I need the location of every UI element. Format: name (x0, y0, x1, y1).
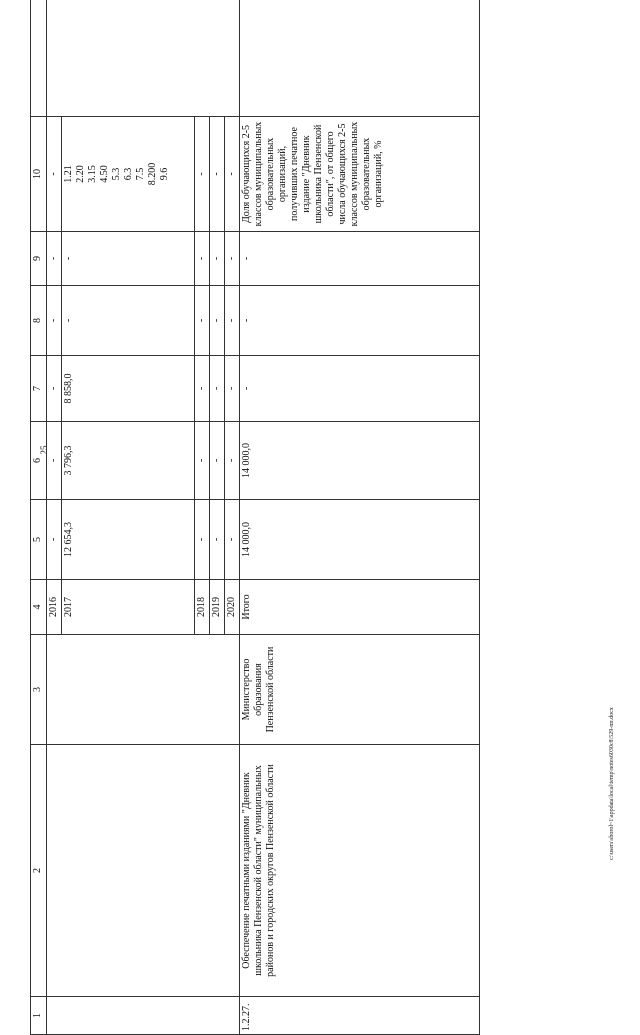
cell-value: - (195, 286, 210, 356)
cell-empty (47, 745, 240, 997)
cell-value: - (195, 232, 210, 286)
col-header-2: 2 (31, 745, 47, 997)
cell-value: - (225, 286, 240, 356)
table-row (47, 0, 62, 1035)
cell-value: - (47, 422, 62, 500)
col-header-1: 1 (31, 997, 47, 1035)
cell-value: 3 796,3 (62, 422, 195, 500)
cell-value: - (225, 500, 240, 580)
cell-value: - (210, 117, 225, 232)
col-header-6: 6 (31, 422, 47, 500)
cell-value: - (210, 500, 225, 580)
cell-year: 2016 (47, 580, 62, 635)
cell-value: 8 858,0 (62, 356, 195, 422)
cell-value: - (240, 356, 480, 422)
cell-item-name: Обеспечение печатными изданиями "Дневник школьника Пензенской области" муниципальных районов и городских округов Пензенской области (240, 745, 480, 997)
cell-indicator-values: 1.21 2.20 3.15 4.50 5.3 6.3 7.5 8.200 9.6 (62, 117, 195, 232)
col-header-3: 3 (31, 635, 47, 745)
page-number: 25 (39, 445, 49, 455)
col-header-10: 10 (31, 117, 47, 232)
cell-value: - (210, 356, 225, 422)
cell-indicator-target (240, 0, 480, 117)
cell-value: - (225, 117, 240, 232)
cell-year: 2018 (195, 580, 210, 635)
cell-value: - (195, 117, 210, 232)
table-row-item (240, 0, 480, 1035)
cell-value: - (240, 286, 480, 356)
cell-item-executor: Министерство образования Пензенской области (240, 635, 480, 745)
cell-year: 2020 (225, 580, 240, 635)
col-header-4: 4 (31, 580, 47, 635)
cell-value: - (47, 500, 62, 580)
cell-empty (47, 0, 240, 117)
rotated-page-content (30, 0, 475, 1035)
cell-item-number: 1.2.27. (240, 997, 480, 1035)
col-header-9: 9 (31, 232, 47, 286)
cell-value: - (47, 232, 62, 286)
cell-value: - (62, 232, 195, 286)
cell-value: - (240, 232, 480, 286)
cell-value: 12 654,3 (62, 500, 195, 580)
cell-value: - (225, 232, 240, 286)
col-header-8: 8 (31, 286, 47, 356)
cell-total-label: Итого (240, 580, 480, 635)
header-row (31, 0, 47, 1035)
col-header-11 (31, 0, 47, 117)
cell-value: - (195, 422, 210, 500)
cell-value: - (47, 286, 62, 356)
col-header-5: 5 (31, 500, 47, 580)
cell-empty (47, 997, 240, 1035)
cell-value: - (195, 500, 210, 580)
footer-file-path: c:\users\sborol~1\appdata\local\temp\notes6030c8\529-пп.docx (609, 707, 615, 860)
cell-value: - (210, 422, 225, 500)
cell-value: - (62, 286, 195, 356)
cell-value: - (47, 356, 62, 422)
cell-value: - (210, 286, 225, 356)
col-header-7: 7 (31, 356, 47, 422)
cell-value: - (195, 356, 210, 422)
cell-empty (47, 635, 240, 745)
cell-value: - (47, 117, 62, 232)
cell-year: 2017 (62, 580, 195, 635)
cell-value: - (210, 232, 225, 286)
cell-value: 14 000,0 (240, 422, 480, 500)
program-table (30, 0, 480, 1035)
cell-indicator-description: Доля обучающихся 2-5 классов муниципальных образовательных организаций, получивших печатное издание "Дневник школьника Пензенской области", от общего числа обучающихся 2-5 классов муниципальных образовательных организаций, % (240, 117, 480, 232)
cell-value: - (225, 422, 240, 500)
cell-value: - (225, 356, 240, 422)
cell-year: 2019 (210, 580, 225, 635)
cell-value: 14 000,0 (240, 500, 480, 580)
